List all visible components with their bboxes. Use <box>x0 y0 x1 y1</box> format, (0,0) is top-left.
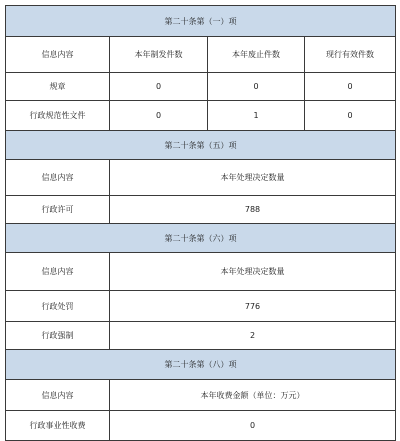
column-header-info-content: 信息内容 <box>6 160 110 196</box>
row-label: 行政规范性文件 <box>6 101 110 131</box>
table-row <box>6 322 396 350</box>
section-header-row <box>6 6 396 37</box>
table-row <box>6 291 396 322</box>
column-header-row <box>6 37 396 73</box>
column-header-row <box>6 380 396 411</box>
column-header-info-content: 信息内容 <box>6 253 110 291</box>
row-label: 行政处罚 <box>6 291 110 322</box>
cell-value: 0 <box>305 101 396 131</box>
disclosure-table <box>5 5 396 441</box>
table-row <box>6 73 396 101</box>
row-label: 行政许可 <box>6 196 110 224</box>
section-title: 第二十条第（五）项 <box>6 131 396 160</box>
column-header-issued-count: 本年制发件数 <box>110 37 208 73</box>
cell-value: 2 <box>110 322 396 350</box>
cell-value: 776 <box>110 291 396 322</box>
cell-value: 0 <box>305 73 396 101</box>
cell-value: 0 <box>110 73 208 101</box>
section-title: 第二十条第（八）项 <box>6 350 396 380</box>
table-row <box>6 411 396 441</box>
column-header-fee-amount: 本年收费金额（单位：万元） <box>110 380 396 411</box>
cell-value: 0 <box>110 411 396 441</box>
column-header-repealed-count: 本年废止件数 <box>208 37 305 73</box>
cell-value: 1 <box>208 101 305 131</box>
column-header-decision-count: 本年处理决定数量 <box>110 160 396 196</box>
column-header-row <box>6 160 396 196</box>
section-header-row <box>6 350 396 380</box>
row-label: 行政强制 <box>6 322 110 350</box>
row-label: 规章 <box>6 73 110 101</box>
cell-value: 0 <box>110 101 208 131</box>
column-header-valid-count: 现行有效件数 <box>305 37 396 73</box>
cell-value: 0 <box>208 73 305 101</box>
column-header-decision-count: 本年处理决定数量 <box>110 253 396 291</box>
table-row <box>6 196 396 224</box>
section-header-row <box>6 224 396 253</box>
section-header-row <box>6 131 396 160</box>
section-title: 第二十条第（六）项 <box>6 224 396 253</box>
column-header-info-content: 信息内容 <box>6 380 110 411</box>
cell-value: 788 <box>110 196 396 224</box>
column-header-info-content: 信息内容 <box>6 37 110 73</box>
row-label: 行政事业性收费 <box>6 411 110 441</box>
column-header-row <box>6 253 396 291</box>
table-row <box>6 101 396 131</box>
section-title: 第二十条第（一）项 <box>6 6 396 37</box>
